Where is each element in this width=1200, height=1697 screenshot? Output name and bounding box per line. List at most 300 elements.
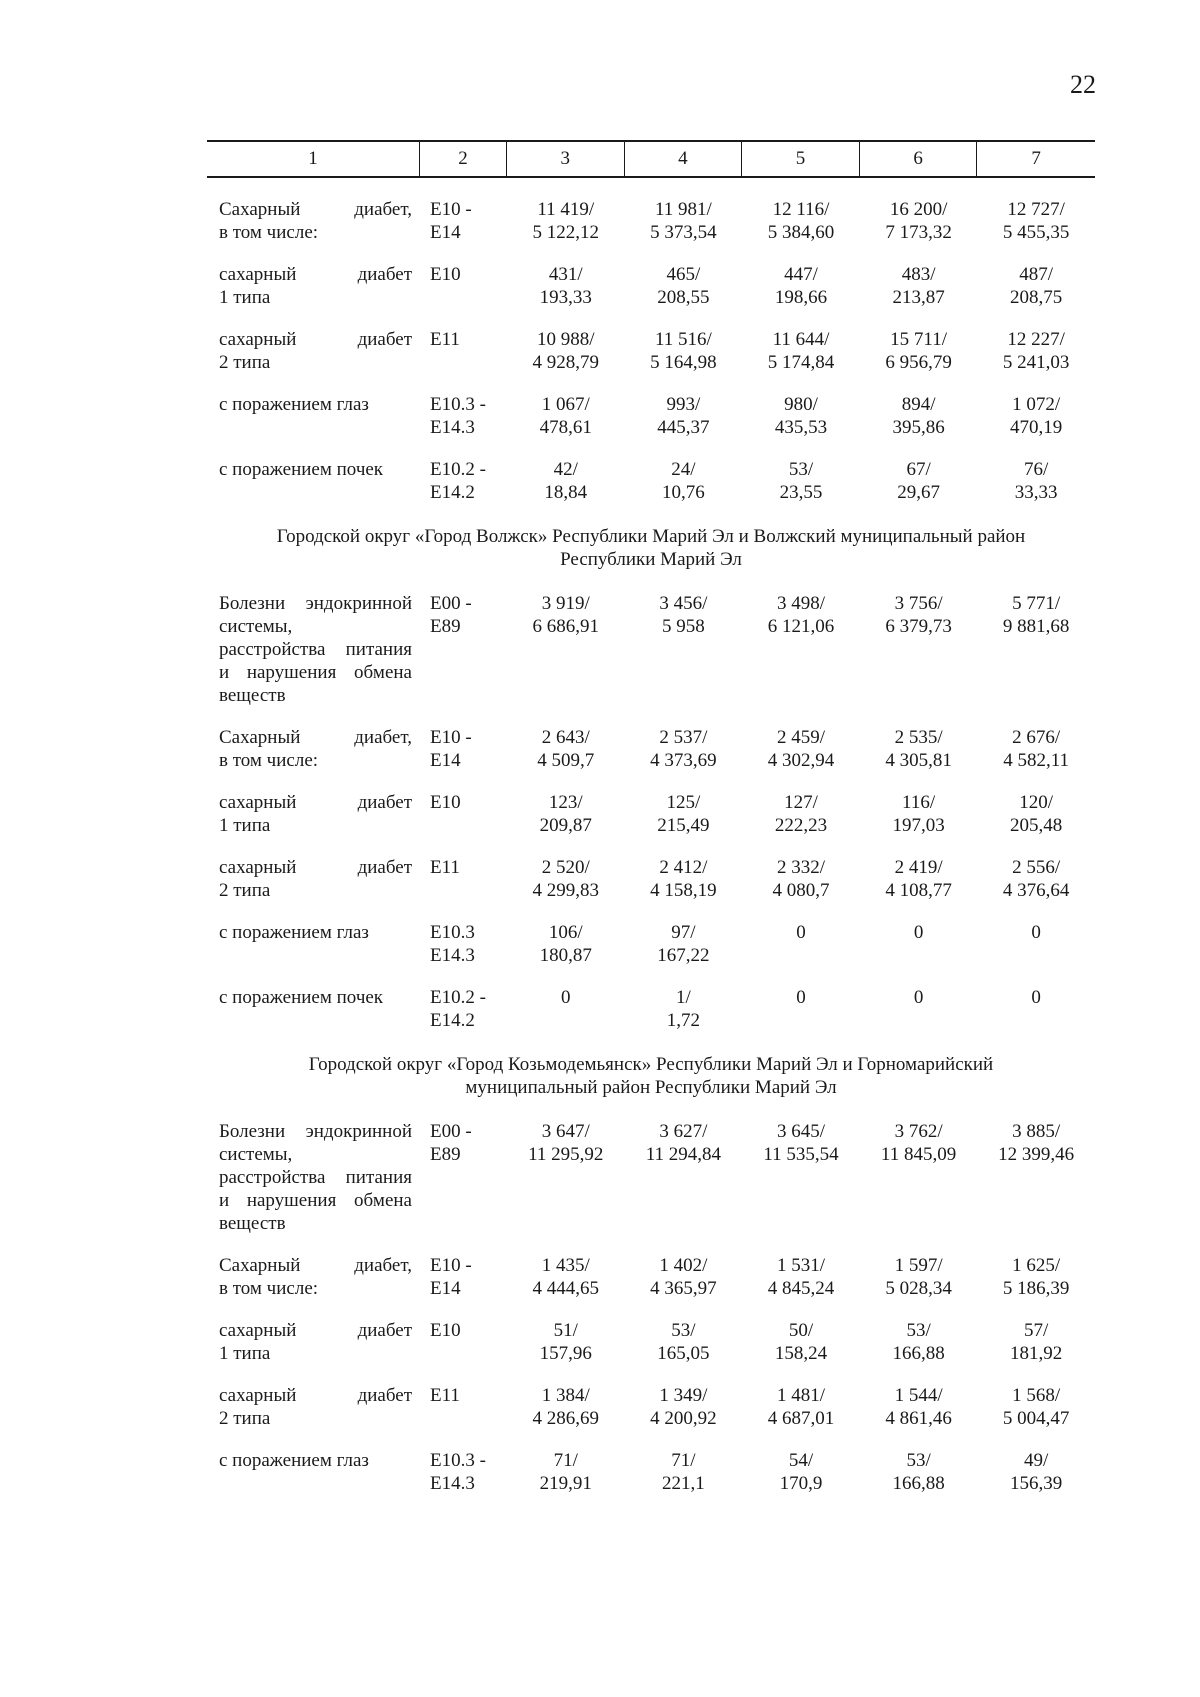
absolute-value: 16 200/: [889, 199, 948, 220]
rate-value: 5 164,98: [650, 352, 717, 373]
row-label-line: веществ: [219, 1213, 286, 1234]
icd-code-line: Е14.3: [430, 417, 475, 438]
rate-value: 4 845,24: [767, 1278, 835, 1299]
rate-value: 219,91: [539, 1473, 592, 1494]
icd-code-line: Е14: [430, 1278, 461, 1299]
value-cell: [507, 791, 625, 837]
row-label-line: 2 типа: [219, 1408, 271, 1429]
value-cell: [507, 263, 625, 309]
absolute-value: 487/: [1019, 264, 1054, 285]
value-cell: [977, 726, 1095, 772]
icd-code: [420, 921, 507, 967]
icd-code: [420, 1384, 507, 1430]
absolute-value: 11 644/: [772, 329, 830, 350]
value-cell: [507, 856, 625, 902]
row-label: [207, 458, 420, 504]
value-cell: [977, 986, 1095, 1032]
absolute-value: 0: [561, 987, 571, 1008]
table-row: [207, 458, 1095, 504]
table-header-row: [207, 140, 1095, 178]
table-row: [207, 1254, 1095, 1300]
absolute-value: 3 456/: [659, 593, 708, 614]
rate-value: 167,22: [657, 945, 710, 966]
value-cell: [860, 458, 978, 504]
rate-value: 4 373,69: [650, 750, 717, 771]
absolute-value: 1 072/: [1012, 394, 1061, 415]
statistics-table: [207, 140, 1095, 1495]
rate-value: 470,19: [1010, 417, 1063, 438]
table-row: [207, 328, 1095, 374]
icd-code: [420, 856, 507, 902]
absolute-value: 1 544/: [894, 1385, 943, 1406]
absolute-value: 1 531/: [776, 1255, 825, 1276]
absolute-value: 127/: [784, 792, 818, 813]
absolute-value: 2 412/: [659, 857, 708, 878]
absolute-value: 50/: [788, 1320, 814, 1341]
table-row: [207, 1120, 1095, 1235]
rate-value: 221,1: [662, 1473, 705, 1494]
value-cell: [860, 592, 978, 707]
icd-code-line: Е14: [430, 222, 461, 243]
rate-value: 4 080,7: [772, 880, 830, 901]
absolute-value: 123/: [548, 792, 583, 813]
rate-value: 6 379,73: [885, 616, 952, 637]
rate-value: 4 444,65: [532, 1278, 600, 1299]
value-cell: [625, 1384, 743, 1430]
rate-value: 4 108,77: [885, 880, 952, 901]
absolute-value: 2 419/: [894, 857, 943, 878]
table-row: [207, 986, 1095, 1032]
row-label: [207, 1120, 420, 1235]
table-row: [207, 921, 1095, 967]
row-label-line: расстройства питания: [219, 639, 412, 660]
row-label-line: в том числе:: [219, 750, 319, 771]
value-cell: [507, 1254, 625, 1300]
value-cell: [507, 198, 625, 244]
absolute-value: 2 459/: [776, 727, 825, 748]
icd-code-line: Е89: [430, 616, 461, 637]
absolute-value: 1 402/: [659, 1255, 708, 1276]
section-title-line: Городской округ «Город Волжск» Республики Марий Эл и Волжский муниципальный район: [276, 526, 1026, 547]
absolute-value: 993/: [666, 394, 701, 415]
value-cell: [977, 1120, 1095, 1235]
rate-value: 33,33: [1014, 482, 1058, 503]
row-label: [207, 263, 420, 309]
icd-code: [420, 393, 507, 439]
row-label-line: 1 типа: [219, 815, 271, 836]
value-cell: [507, 1319, 625, 1365]
absolute-value: 0: [913, 987, 924, 1008]
value-cell: [860, 1319, 978, 1365]
rate-value: 165,05: [657, 1343, 710, 1364]
absolute-value: 3 756/: [894, 593, 943, 614]
absolute-value: 116/: [902, 792, 936, 813]
rate-value: 5 028,34: [885, 1278, 952, 1299]
rate-value: 5 455,35: [1002, 222, 1070, 243]
absolute-value: 125/: [666, 792, 701, 813]
row-label: [207, 986, 420, 1032]
absolute-value: 12 227/: [1007, 329, 1065, 350]
absolute-value: 67/: [906, 459, 931, 480]
absolute-value: 49/: [1024, 1450, 1049, 1471]
row-label-line: Болезни эндокринной: [219, 1121, 412, 1142]
row-label-line: сахарный диабет: [219, 857, 412, 878]
rate-value: 158,24: [774, 1343, 828, 1364]
value-cell: [625, 393, 743, 439]
value-cell: [742, 1319, 860, 1365]
rate-value: 5 122,12: [532, 222, 600, 243]
value-cell: [860, 921, 978, 967]
row-label-line: 1 типа: [219, 287, 271, 308]
icd-code-line: Е10.2 -: [430, 459, 486, 480]
absolute-value: 447/: [784, 264, 818, 285]
absolute-value: 71/: [553, 1450, 578, 1471]
icd-code-line: Е14: [430, 750, 461, 771]
rate-value: 208,75: [1010, 287, 1063, 308]
row-label-line: Болезни эндокринной: [219, 593, 412, 614]
icd-code-line: Е11: [430, 329, 460, 350]
rate-value: 6 956,79: [885, 352, 952, 373]
rate-value: 6 686,91: [532, 616, 600, 637]
value-cell: [625, 921, 743, 967]
table-row: [207, 198, 1095, 244]
absolute-value: 11 419/: [537, 199, 595, 220]
value-cell: [625, 1319, 743, 1365]
icd-code: [420, 592, 507, 707]
icd-code-line: Е14.2: [430, 482, 475, 503]
column-header: 3: [507, 142, 625, 176]
row-label-line: веществ: [219, 685, 286, 706]
row-label-line: сахарный диабет: [219, 1320, 412, 1341]
value-cell: [625, 1254, 743, 1300]
absolute-value: 3 645/: [776, 1121, 825, 1142]
absolute-value: 24/: [671, 459, 696, 480]
value-cell: [977, 1319, 1095, 1365]
rate-value: 193,33: [539, 287, 592, 308]
absolute-value: 10 988/: [537, 329, 595, 350]
rate-value: 5 004,47: [1002, 1408, 1070, 1429]
rate-value: 10,76: [662, 482, 705, 503]
rate-value: 29,67: [897, 482, 940, 503]
absolute-value: 1 625/: [1012, 1255, 1061, 1276]
absolute-value: 12 727/: [1007, 199, 1065, 220]
absolute-value: 3 919/: [541, 593, 590, 614]
row-label: [207, 921, 420, 967]
rate-value: 208,55: [657, 287, 710, 308]
value-cell: [625, 328, 743, 374]
row-label: [207, 393, 420, 439]
absolute-value: 3 627/: [659, 1121, 708, 1142]
icd-code: [420, 458, 507, 504]
icd-code: [420, 1254, 507, 1300]
rate-value: 197,03: [892, 815, 945, 836]
icd-code: [420, 328, 507, 374]
absolute-value: 51/: [553, 1320, 578, 1341]
absolute-value: 1 349/: [659, 1385, 708, 1406]
absolute-value: 11 516/: [654, 329, 712, 350]
value-cell: [977, 393, 1095, 439]
rate-value: 5 186,39: [1002, 1278, 1070, 1299]
icd-code-line: Е14.3: [430, 1473, 475, 1494]
icd-code-line: Е14.3: [430, 945, 475, 966]
rate-value: 222,23: [774, 815, 828, 836]
icd-code: [420, 1449, 507, 1495]
rate-value: 5 373,54: [650, 222, 717, 243]
icd-code: [420, 791, 507, 837]
value-cell: [977, 791, 1095, 837]
row-label-line: в том числе:: [219, 1278, 319, 1299]
value-cell: [977, 328, 1095, 374]
value-cell: [860, 791, 978, 837]
rate-value: 7 173,32: [885, 222, 952, 243]
value-cell: [860, 1384, 978, 1430]
value-cell: [507, 1120, 625, 1235]
row-label-line: с поражением глаз: [219, 922, 369, 943]
icd-code-line: Е10: [430, 792, 461, 813]
icd-code-line: Е10 -: [430, 1255, 472, 1276]
absolute-value: 0: [1031, 987, 1041, 1008]
table-row: [207, 1384, 1095, 1430]
rate-value: 4 200,92: [650, 1408, 717, 1429]
rate-value: 11 535,54: [763, 1144, 839, 1165]
absolute-value: 2 676/: [1012, 727, 1061, 748]
row-label-line: сахарный диабет: [219, 792, 412, 813]
row-label-line: 1 типа: [219, 1343, 271, 1364]
column-header: 4: [625, 142, 743, 176]
value-cell: [507, 328, 625, 374]
value-cell: [977, 592, 1095, 707]
absolute-value: 53/: [906, 1320, 931, 1341]
value-cell: [860, 393, 978, 439]
value-cell: [625, 856, 743, 902]
value-cell: [860, 1120, 978, 1235]
absolute-value: 1 568/: [1012, 1385, 1061, 1406]
column-header: 5: [742, 142, 860, 176]
icd-code: [420, 263, 507, 309]
absolute-value: 0: [796, 987, 806, 1008]
column-header: 1: [207, 142, 420, 176]
column-header: 2: [420, 142, 507, 176]
rate-value: 157,96: [539, 1343, 592, 1364]
table-row: [207, 856, 1095, 902]
column-header: 7: [1031, 148, 1041, 169]
value-cell: [625, 1449, 743, 1495]
absolute-value: 106/: [548, 922, 583, 943]
value-cell: [742, 393, 860, 439]
table-row: [207, 1449, 1095, 1495]
row-label-line: с поражением почек: [219, 987, 384, 1008]
rate-value: 4 305,81: [885, 750, 952, 771]
row-label-line: с поражением глаз: [219, 394, 369, 415]
rate-value: 5 384,60: [767, 222, 835, 243]
value-cell: [507, 1384, 625, 1430]
row-label-line: системы,: [219, 1144, 293, 1165]
row-label: [207, 198, 420, 244]
value-cell: [507, 592, 625, 707]
absolute-value: 2 332/: [776, 857, 825, 878]
value-cell: [742, 328, 860, 374]
absolute-value: 0: [796, 922, 806, 943]
value-cell: [507, 726, 625, 772]
absolute-value: 53/: [906, 1450, 931, 1471]
rate-value: 4 687,01: [767, 1408, 835, 1429]
rate-value: 9 881,68: [1002, 616, 1070, 637]
absolute-value: 11 981/: [654, 199, 712, 220]
value-cell: [742, 1449, 860, 1495]
row-label: [207, 1254, 420, 1300]
rate-value: 170,9: [779, 1473, 823, 1494]
absolute-value: 54/: [788, 1450, 814, 1471]
value-cell: [742, 1120, 860, 1235]
absolute-value: 1 597/: [894, 1255, 943, 1276]
row-label: [207, 1319, 420, 1365]
value-cell: [977, 921, 1095, 967]
rate-value: 4 299,83: [532, 880, 600, 901]
rate-value: 166,88: [892, 1343, 945, 1364]
absolute-value: 2 556/: [1012, 857, 1061, 878]
rate-value: 205,48: [1010, 815, 1063, 836]
value-cell: [742, 791, 860, 837]
row-label-line: системы,: [219, 616, 293, 637]
absolute-value: 0: [913, 922, 924, 943]
absolute-value: 71/: [671, 1450, 696, 1471]
value-cell: [860, 1449, 978, 1495]
rate-value: 4 302,94: [767, 750, 835, 771]
rate-value: 4 365,97: [650, 1278, 717, 1299]
table-row: [207, 1319, 1095, 1365]
rate-value: 5 174,84: [767, 352, 835, 373]
value-cell: [860, 856, 978, 902]
value-cell: [625, 458, 743, 504]
rate-value: 435,53: [774, 417, 828, 438]
row-label: [207, 726, 420, 772]
section-title: [207, 1053, 1095, 1099]
absolute-value: 980/: [784, 394, 818, 415]
rate-value: 4 158,19: [650, 880, 717, 901]
row-label-line: расстройства питания: [219, 1167, 412, 1188]
row-label: [207, 791, 420, 837]
icd-code: [420, 1319, 507, 1365]
icd-code-line: Е00 -: [430, 1121, 472, 1142]
value-cell: [625, 726, 743, 772]
value-cell: [507, 921, 625, 967]
row-label-line: 2 типа: [219, 880, 271, 901]
row-label: [207, 328, 420, 374]
icd-code-line: Е10: [430, 1320, 461, 1341]
icd-code-line: Е00 -: [430, 593, 472, 614]
rate-value: 4 376,64: [1002, 880, 1070, 901]
rate-value: 181,92: [1010, 1343, 1063, 1364]
row-label-line: и нарушения обмена: [219, 1190, 412, 1211]
absolute-value: 3 885/: [1012, 1121, 1061, 1142]
absolute-value: 12 116/: [772, 199, 830, 220]
rate-value: 4 928,79: [532, 352, 600, 373]
icd-code: [420, 1120, 507, 1235]
absolute-value: 2 643/: [541, 727, 590, 748]
value-cell: [977, 458, 1095, 504]
absolute-value: 1 435/: [541, 1255, 590, 1276]
absolute-value: 3 647/: [541, 1121, 590, 1142]
value-cell: [625, 263, 743, 309]
value-cell: [860, 198, 978, 244]
section-title-line: Республики Марий Эл: [560, 549, 742, 570]
row-label-line: с поражением глаз: [219, 1450, 369, 1471]
absolute-value: 431/: [548, 264, 583, 285]
icd-code-line: Е10.3: [430, 922, 475, 943]
value-cell: [742, 458, 860, 504]
rate-value: 198,66: [774, 287, 828, 308]
table-row: [207, 726, 1095, 772]
icd-code-line: Е11: [430, 857, 460, 878]
row-label-line: Сахарный диабет,: [219, 1255, 412, 1276]
rate-value: 18,84: [544, 482, 588, 503]
page-number: 22: [1070, 70, 1096, 99]
absolute-value: 894/: [901, 394, 936, 415]
rate-value: 23,55: [779, 482, 823, 503]
value-cell: [625, 791, 743, 837]
row-label: [207, 856, 420, 902]
value-cell: [742, 592, 860, 707]
value-cell: [742, 1254, 860, 1300]
rate-value: 166,88: [892, 1473, 945, 1494]
value-cell: [742, 856, 860, 902]
absolute-value: 465/: [666, 264, 701, 285]
absolute-value: 2 520/: [541, 857, 590, 878]
row-label-line: с поражением почек: [219, 459, 384, 480]
icd-code: [420, 726, 507, 772]
row-label-line: сахарный диабет: [219, 264, 412, 285]
row-label: [207, 1384, 420, 1430]
rate-value: 11 295,92: [528, 1144, 604, 1165]
value-cell: [977, 1254, 1095, 1300]
rate-value: 213,87: [892, 287, 945, 308]
absolute-value: 483/: [901, 264, 936, 285]
icd-code-line: Е11: [430, 1385, 460, 1406]
absolute-value: 1 481/: [776, 1385, 825, 1406]
absolute-value: 15 711/: [890, 329, 947, 350]
absolute-value: 53/: [788, 459, 814, 480]
icd-code-line: Е10.3 -: [430, 394, 486, 415]
icd-code-line: Е89: [430, 1144, 461, 1165]
value-cell: [977, 1449, 1095, 1495]
icd-code: [420, 198, 507, 244]
table-body: [207, 198, 1095, 1495]
value-cell: [507, 986, 625, 1032]
icd-code-line: Е10.2 -: [430, 987, 486, 1008]
absolute-value: 0: [1031, 922, 1041, 943]
value-cell: [625, 592, 743, 707]
rate-value: 11 294,84: [645, 1144, 722, 1165]
rate-value: 12 399,46: [998, 1144, 1075, 1165]
row-label-line: Сахарный диабет,: [219, 199, 412, 220]
absolute-value: 1/: [676, 987, 691, 1008]
icd-code-line: Е10 -: [430, 727, 472, 748]
table-row: [207, 393, 1095, 439]
value-cell: [625, 1120, 743, 1235]
absolute-value: 3 498/: [776, 593, 825, 614]
icd-code-line: Е10 -: [430, 199, 472, 220]
row-label-line: сахарный диабет: [219, 329, 412, 350]
row-label-line: сахарный диабет: [219, 1385, 412, 1406]
value-cell: [742, 921, 860, 967]
row-label-line: и нарушения обмена: [219, 662, 412, 683]
value-cell: [977, 198, 1095, 244]
table-row: [207, 592, 1095, 707]
row-label: [207, 1449, 420, 1495]
icd-code-line: Е14.2: [430, 1010, 475, 1031]
absolute-value: 5 771/: [1012, 593, 1061, 614]
rate-value: 5 958: [662, 616, 705, 637]
